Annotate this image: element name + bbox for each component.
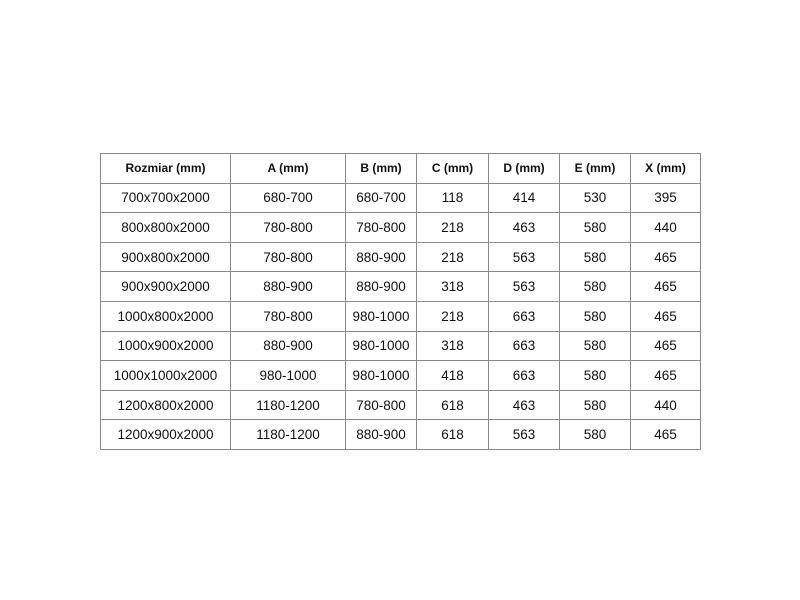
- table-cell-x: 465: [631, 301, 701, 331]
- table-cell-b: 980-1000: [346, 331, 417, 361]
- table-cell-c: 618: [417, 420, 489, 450]
- table-cell-d: 663: [489, 301, 560, 331]
- table-cell-size: 1000x1000x2000: [101, 361, 231, 391]
- table-cell-c: 618: [417, 390, 489, 420]
- table-cell-e: 580: [560, 272, 631, 302]
- table-row: [101, 420, 701, 450]
- column-header-e: E (mm): [560, 154, 631, 184]
- table-cell-d: 663: [489, 361, 560, 391]
- column-header-a: A (mm): [231, 154, 346, 184]
- table-cell-a: 780-800: [231, 242, 346, 272]
- table-row: [101, 213, 701, 243]
- table-row: [101, 183, 701, 213]
- table-cell-c: 218: [417, 213, 489, 243]
- dimensions-table: [100, 153, 701, 450]
- table-cell-x: 465: [631, 361, 701, 391]
- table-cell-a: 780-800: [231, 213, 346, 243]
- table-cell-d: 563: [489, 420, 560, 450]
- table-cell-a: 680-700: [231, 183, 346, 213]
- table-cell-b: 880-900: [346, 242, 417, 272]
- table-cell-b: 880-900: [346, 272, 417, 302]
- table-cell-e: 580: [560, 361, 631, 391]
- table-cell-e: 580: [560, 301, 631, 331]
- table-cell-d: 563: [489, 242, 560, 272]
- table-cell-a: 780-800: [231, 301, 346, 331]
- table-cell-size: 800x800x2000: [101, 213, 231, 243]
- table-cell-b: 780-800: [346, 213, 417, 243]
- table-row: [101, 272, 701, 302]
- table-cell-d: 414: [489, 183, 560, 213]
- table-cell-b: 880-900: [346, 420, 417, 450]
- table-cell-e: 580: [560, 420, 631, 450]
- column-header-c: C (mm): [417, 154, 489, 184]
- table-cell-size: 1200x900x2000: [101, 420, 231, 450]
- column-header-size: Rozmiar (mm): [101, 154, 231, 184]
- table-row: [101, 301, 701, 331]
- table-row: [101, 390, 701, 420]
- table-cell-size: 1200x800x2000: [101, 390, 231, 420]
- table-row: [101, 331, 701, 361]
- column-header-x: X (mm): [631, 154, 701, 184]
- table-cell-b: 980-1000: [346, 301, 417, 331]
- table-cell-a: 880-900: [231, 272, 346, 302]
- table-row: [101, 242, 701, 272]
- table-cell-x: 465: [631, 242, 701, 272]
- table-cell-d: 563: [489, 272, 560, 302]
- table-cell-c: 318: [417, 272, 489, 302]
- table-cell-d: 463: [489, 213, 560, 243]
- table-cell-e: 580: [560, 213, 631, 243]
- table-cell-c: 118: [417, 183, 489, 213]
- header-row: [101, 154, 701, 184]
- table-cell-size: 900x900x2000: [101, 272, 231, 302]
- table-cell-a: 1180-1200: [231, 390, 346, 420]
- table-cell-c: 318: [417, 331, 489, 361]
- table-cell-size: 900x800x2000: [101, 242, 231, 272]
- table-cell-e: 580: [560, 331, 631, 361]
- column-header-d: D (mm): [489, 154, 560, 184]
- table-row: [101, 361, 701, 391]
- table-cell-a: 880-900: [231, 331, 346, 361]
- table-body: [101, 183, 701, 449]
- table-cell-e: 530: [560, 183, 631, 213]
- column-header-b: B (mm): [346, 154, 417, 184]
- table-cell-b: 980-1000: [346, 361, 417, 391]
- table-cell-x: 465: [631, 420, 701, 450]
- table-cell-a: 1180-1200: [231, 420, 346, 450]
- table-cell-x: 395: [631, 183, 701, 213]
- table-cell-x: 465: [631, 331, 701, 361]
- table-cell-d: 463: [489, 390, 560, 420]
- table-cell-size: 700x700x2000: [101, 183, 231, 213]
- table-cell-e: 580: [560, 242, 631, 272]
- table-cell-x: 440: [631, 390, 701, 420]
- table-cell-size: 1000x800x2000: [101, 301, 231, 331]
- table-cell-c: 218: [417, 242, 489, 272]
- table-header: [101, 154, 701, 184]
- table-cell-x: 440: [631, 213, 701, 243]
- table-cell-a: 980-1000: [231, 361, 346, 391]
- table-cell-b: 780-800: [346, 390, 417, 420]
- table-cell-e: 580: [560, 390, 631, 420]
- table-cell-b: 680-700: [346, 183, 417, 213]
- table-cell-d: 663: [489, 331, 560, 361]
- table-cell-c: 218: [417, 301, 489, 331]
- table-cell-size: 1000x900x2000: [101, 331, 231, 361]
- table-cell-x: 465: [631, 272, 701, 302]
- table-cell-c: 418: [417, 361, 489, 391]
